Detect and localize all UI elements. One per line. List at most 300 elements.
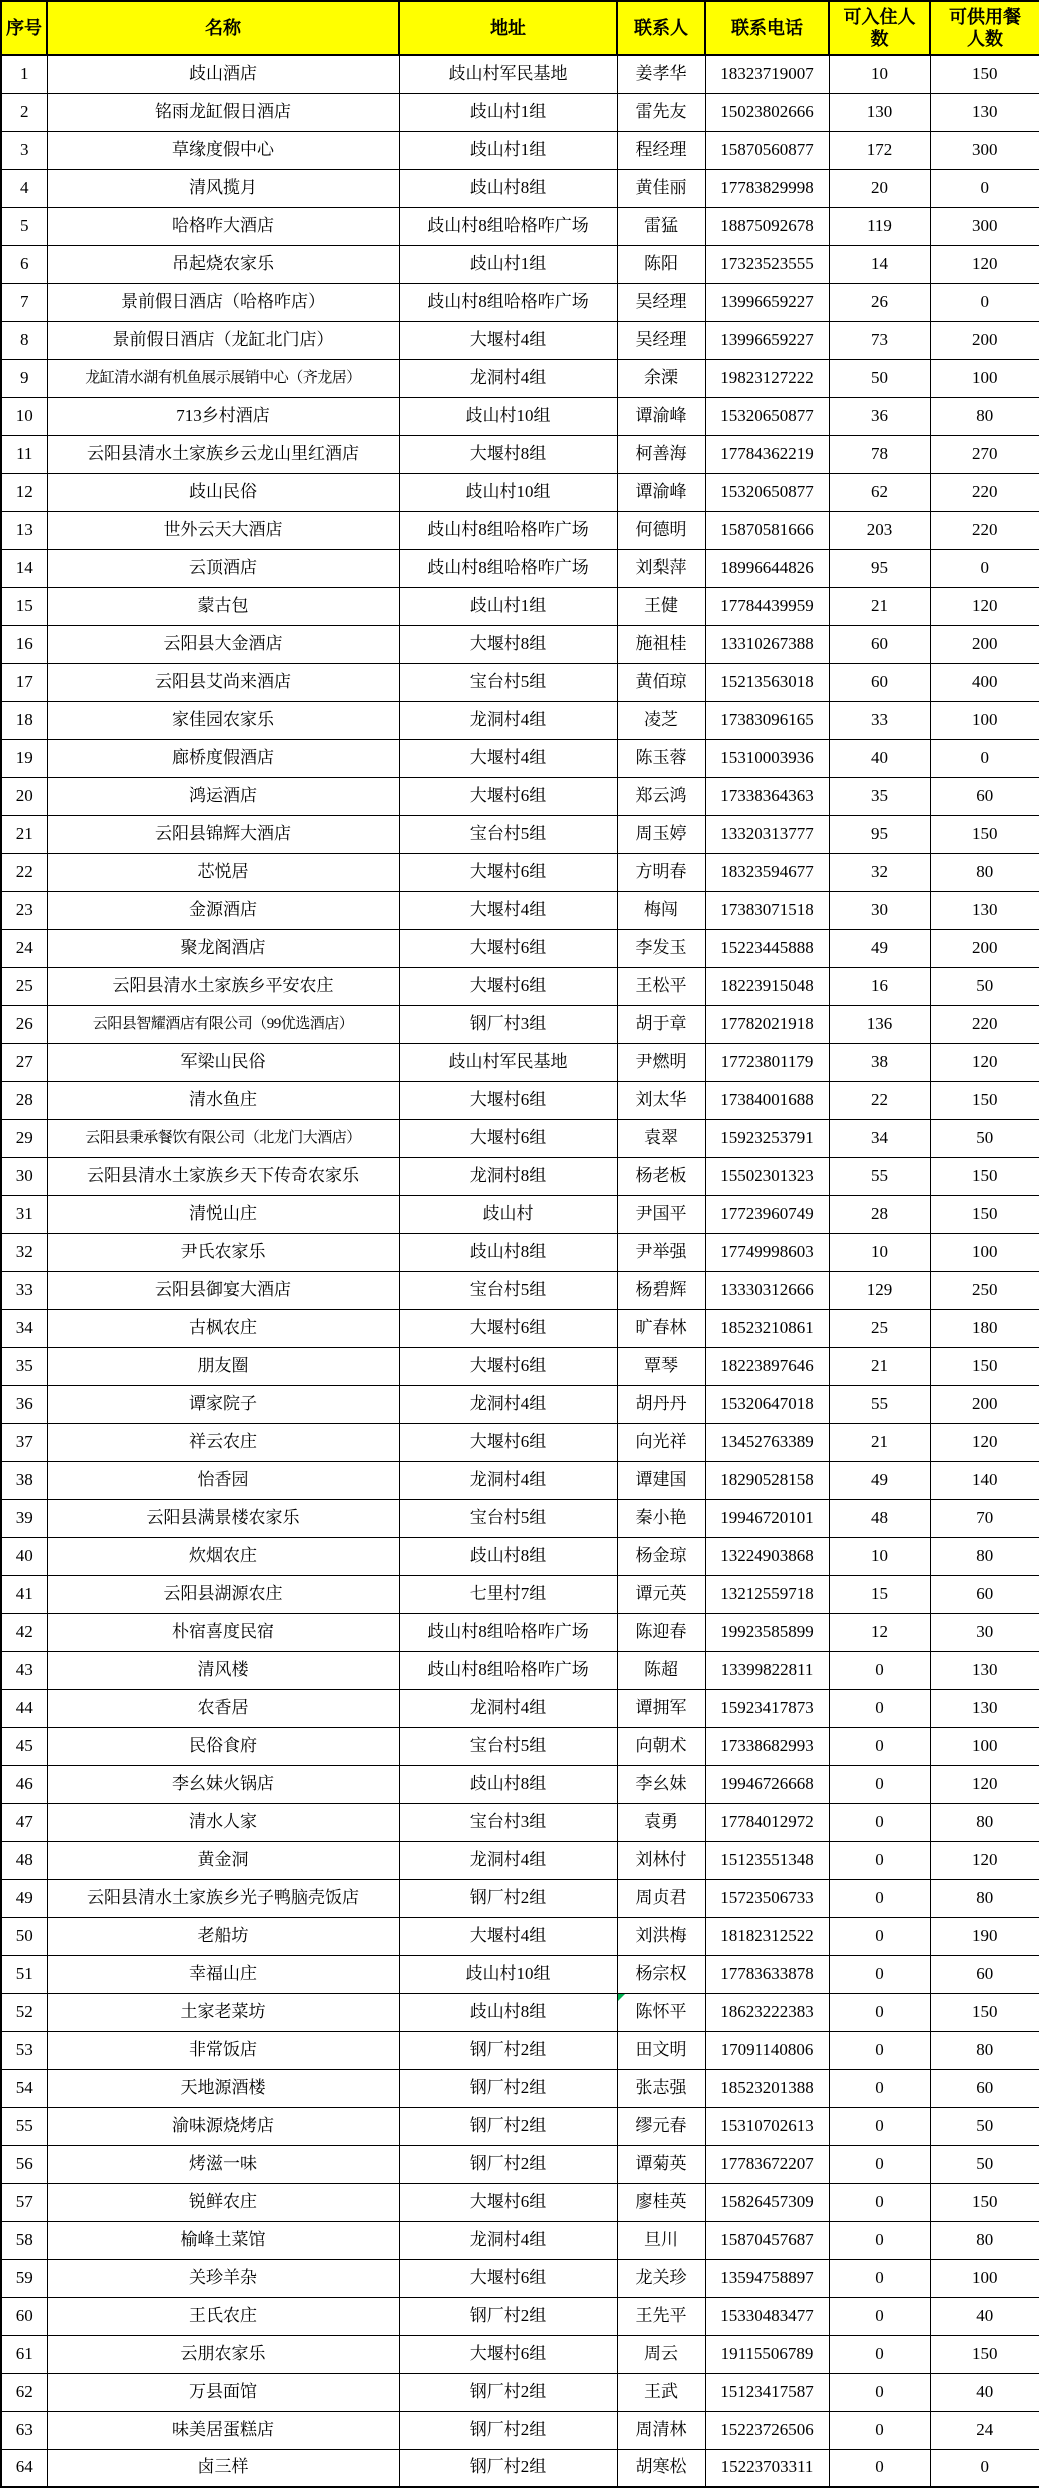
cell-name: 榆峰土菜馆: [47, 2221, 399, 2259]
cell-name: 老船坊: [47, 1917, 399, 1955]
cell-index: 29: [1, 1119, 47, 1157]
cell-address: 大堰村6组: [399, 1347, 617, 1385]
cell-address: 宝台村5组: [399, 1727, 617, 1765]
cell-dining-capacity: 300: [930, 207, 1039, 245]
cell-dining-capacity: 50: [930, 2107, 1039, 2145]
table-row: [1, 549, 1039, 587]
table-row: [1, 245, 1039, 283]
table-row: [1, 2373, 1039, 2411]
cell-dining-capacity: 120: [930, 1423, 1039, 1461]
cell-name: 朴宿喜度民宿: [47, 1613, 399, 1651]
cell-stay-capacity: 60: [829, 663, 930, 701]
cell-phone: 13224903868: [705, 1537, 829, 1575]
cell-stay-capacity: 0: [829, 1841, 930, 1879]
table-row: [1, 663, 1039, 701]
cell-phone: 17782021918: [705, 1005, 829, 1043]
table-row: [1, 2449, 1039, 2487]
cell-index: 51: [1, 1955, 47, 1993]
cell-contact: 姜孝华: [617, 55, 705, 93]
cell-phone: 15310003936: [705, 739, 829, 777]
cell-contact: 周清林: [617, 2411, 705, 2449]
cell-dining-capacity: 80: [930, 1537, 1039, 1575]
cell-contact: 王健: [617, 587, 705, 625]
cell-phone: 13996659227: [705, 321, 829, 359]
cell-dining-capacity: 0: [930, 283, 1039, 321]
cell-index: 16: [1, 625, 47, 663]
cell-index: 13: [1, 511, 47, 549]
cell-address: 歧山村8组哈格咋广场: [399, 283, 617, 321]
cell-address: 大堰村6组: [399, 929, 617, 967]
table-row: [1, 1765, 1039, 1803]
cell-address: 歧山村8组: [399, 1233, 617, 1271]
cell-address: 大堰村8组: [399, 435, 617, 473]
cell-contact: 刘林付: [617, 1841, 705, 1879]
cell-phone: 18623222383: [705, 1993, 829, 2031]
cell-stay-capacity: 21: [829, 1423, 930, 1461]
cell-phone: 15320647018: [705, 1385, 829, 1423]
cell-index: 24: [1, 929, 47, 967]
cell-phone: 19946726668: [705, 1765, 829, 1803]
cell-address: 歧山村8组哈格咋广场: [399, 1613, 617, 1651]
table-row: [1, 359, 1039, 397]
cell-name: 龙缸清水湖有机鱼展示展销中心（齐龙居）: [47, 359, 399, 397]
cell-phone: 18182312522: [705, 1917, 829, 1955]
cell-name: 天地源酒楼: [47, 2069, 399, 2107]
cell-dining-capacity: 80: [930, 1803, 1039, 1841]
cell-contact: 谭渝峰: [617, 473, 705, 511]
cell-dining-capacity: 220: [930, 1005, 1039, 1043]
cell-contact: 王武: [617, 2373, 705, 2411]
cell-dining-capacity: 200: [930, 929, 1039, 967]
cell-dining-capacity: 70: [930, 1499, 1039, 1537]
cell-name: 李幺妹火锅店: [47, 1765, 399, 1803]
cell-stay-capacity: 16: [829, 967, 930, 1005]
cell-address: 大堰村8组: [399, 625, 617, 663]
cell-phone: 15223703311: [705, 2449, 829, 2487]
cell-index: 7: [1, 283, 47, 321]
cell-contact: 李幺妹: [617, 1765, 705, 1803]
cell-name: 卤三样: [47, 2449, 399, 2487]
cell-index: 54: [1, 2069, 47, 2107]
cell-contact: 旷春林: [617, 1309, 705, 1347]
cell-phone: 17383071518: [705, 891, 829, 929]
table-row: [1, 283, 1039, 321]
cell-stay-capacity: 136: [829, 1005, 930, 1043]
cell-address: 歧山村8组哈格咋广场: [399, 549, 617, 587]
cell-index: 6: [1, 245, 47, 283]
cell-dining-capacity: 150: [930, 1993, 1039, 2031]
cell-name: 景前假日酒店（哈格咋店）: [47, 283, 399, 321]
cell-address: 钢厂村2组: [399, 2297, 617, 2335]
cell-address: 钢厂村2组: [399, 2031, 617, 2069]
cell-address: 钢厂村2组: [399, 2373, 617, 2411]
cell-stay-capacity: 0: [829, 2259, 930, 2297]
cell-address: 歧山村10组: [399, 397, 617, 435]
cell-contact: 秦小艳: [617, 1499, 705, 1537]
cell-name: 古枫农庄: [47, 1309, 399, 1347]
cell-index: 18: [1, 701, 47, 739]
cell-name: 关珍羊杂: [47, 2259, 399, 2297]
cell-contact: 覃琴: [617, 1347, 705, 1385]
cell-stay-capacity: 60: [829, 625, 930, 663]
cell-contact: 谭拥军: [617, 1689, 705, 1727]
cell-dining-capacity: 100: [930, 701, 1039, 739]
table-row: [1, 587, 1039, 625]
cell-address: 龙洞村4组: [399, 701, 617, 739]
cell-address: 大堰村6组: [399, 967, 617, 1005]
cell-index: 27: [1, 1043, 47, 1081]
cell-contact: 谭渝峰: [617, 397, 705, 435]
cell-dining-capacity: 200: [930, 1385, 1039, 1423]
cell-phone: 17783672207: [705, 2145, 829, 2183]
table-row: [1, 1195, 1039, 1233]
cell-phone: 13399822811: [705, 1651, 829, 1689]
cell-stay-capacity: 10: [829, 1233, 930, 1271]
cell-dining-capacity: 0: [930, 169, 1039, 207]
cell-stay-capacity: 0: [829, 2221, 930, 2259]
cell-address: 钢厂村2组: [399, 1879, 617, 1917]
cell-stay-capacity: 32: [829, 853, 930, 891]
cell-index: 44: [1, 1689, 47, 1727]
cell-contact: 黄佳丽: [617, 169, 705, 207]
cell-name: 芯悦居: [47, 853, 399, 891]
cell-name: 吊起烧农家乐: [47, 245, 399, 283]
cell-stay-capacity: 21: [829, 587, 930, 625]
cell-address: 歧山村8组: [399, 169, 617, 207]
cell-name: 农香居: [47, 1689, 399, 1727]
cell-phone: 18996644826: [705, 549, 829, 587]
cell-contact: 胡于章: [617, 1005, 705, 1043]
cell-address: 龙洞村4组: [399, 1841, 617, 1879]
cell-dining-capacity: 60: [930, 777, 1039, 815]
cell-stay-capacity: 0: [829, 1651, 930, 1689]
table-row: [1, 1803, 1039, 1841]
cell-phone: 18523210861: [705, 1309, 829, 1347]
header-row: [1, 1, 1039, 55]
cell-phone: 19946720101: [705, 1499, 829, 1537]
cell-stay-capacity: 33: [829, 701, 930, 739]
cell-index: 32: [1, 1233, 47, 1271]
cell-dining-capacity: 270: [930, 435, 1039, 473]
cell-index: 33: [1, 1271, 47, 1309]
cell-name: 歧山酒店: [47, 55, 399, 93]
cell-stay-capacity: 38: [829, 1043, 930, 1081]
cell-index: 26: [1, 1005, 47, 1043]
cell-stay-capacity: 95: [829, 549, 930, 587]
cell-name: 黄金洞: [47, 1841, 399, 1879]
cell-dining-capacity: 180: [930, 1309, 1039, 1347]
table-row: [1, 853, 1039, 891]
cell-index: 2: [1, 93, 47, 131]
cell-address: 龙洞村4组: [399, 2221, 617, 2259]
cell-dining-capacity: 150: [930, 55, 1039, 93]
cell-address: 大堰村6组: [399, 1309, 617, 1347]
cell-name: 尹氏农家乐: [47, 1233, 399, 1271]
cell-phone: 15213563018: [705, 663, 829, 701]
cell-dining-capacity: 30: [930, 1613, 1039, 1651]
cell-index: 3: [1, 131, 47, 169]
cell-phone: 19823127222: [705, 359, 829, 397]
table-row: [1, 1955, 1039, 1993]
cell-dining-capacity: 200: [930, 321, 1039, 359]
cell-dining-capacity: 190: [930, 1917, 1039, 1955]
cell-contact: 缪元春: [617, 2107, 705, 2145]
cell-name: 土家老菜坊: [47, 1993, 399, 2031]
cell-contact: 吴经理: [617, 283, 705, 321]
cell-index: 56: [1, 2145, 47, 2183]
table-row: [1, 1879, 1039, 1917]
cell-stay-capacity: 78: [829, 435, 930, 473]
cell-index: 53: [1, 2031, 47, 2069]
cell-contact: 郑云鸿: [617, 777, 705, 815]
cell-stay-capacity: 36: [829, 397, 930, 435]
table-row: [1, 55, 1039, 93]
cell-dining-capacity: 150: [930, 2335, 1039, 2373]
col-header-name: 名称: [47, 1, 399, 55]
table-row: [1, 2411, 1039, 2449]
cell-phone: 19923585899: [705, 1613, 829, 1651]
cell-address: 钢厂村2组: [399, 2145, 617, 2183]
table-row: [1, 1309, 1039, 1347]
cell-name: 歧山民俗: [47, 473, 399, 511]
cell-stay-capacity: 15: [829, 1575, 930, 1613]
table-row: [1, 701, 1039, 739]
cell-index: 43: [1, 1651, 47, 1689]
table-row: [1, 2031, 1039, 2069]
cell-index: 61: [1, 2335, 47, 2373]
cell-stay-capacity: 55: [829, 1157, 930, 1195]
cell-stay-capacity: 203: [829, 511, 930, 549]
cell-index: 59: [1, 2259, 47, 2297]
cell-contact: 张志强: [617, 2069, 705, 2107]
cell-contact: 凌芝: [617, 701, 705, 739]
cell-name: 味美居蛋糕店: [47, 2411, 399, 2449]
col-header-index: 序号: [1, 1, 47, 55]
cell-phone: 17783829998: [705, 169, 829, 207]
cell-phone: 15123551348: [705, 1841, 829, 1879]
cell-name: 云阳县清水土家族乡光子鸭脑壳饭店: [47, 1879, 399, 1917]
cell-stay-capacity: 30: [829, 891, 930, 929]
cell-contact: 胡寒松: [617, 2449, 705, 2487]
cell-address: 大堰村6组: [399, 2335, 617, 2373]
col-header-phone: 联系电话: [705, 1, 829, 55]
cell-stay-capacity: 28: [829, 1195, 930, 1233]
cell-dining-capacity: 24: [930, 2411, 1039, 2449]
cell-stay-capacity: 25: [829, 1309, 930, 1347]
cell-phone: 17338682993: [705, 1727, 829, 1765]
cell-contact: 尹燃明: [617, 1043, 705, 1081]
cell-address: 大堰村4组: [399, 891, 617, 929]
table-row: [1, 321, 1039, 359]
cell-stay-capacity: 40: [829, 739, 930, 777]
cell-index: 49: [1, 1879, 47, 1917]
cell-address: 宝台村5组: [399, 1499, 617, 1537]
cell-stay-capacity: 0: [829, 1727, 930, 1765]
cell-contact: 雷先友: [617, 93, 705, 131]
cell-address: 歧山村8组哈格咋广场: [399, 207, 617, 245]
table-row: [1, 1233, 1039, 1271]
table-row: [1, 1081, 1039, 1119]
cell-phone: 15320650877: [705, 473, 829, 511]
cell-dining-capacity: 150: [930, 1347, 1039, 1385]
cell-address: 宝台村5组: [399, 1271, 617, 1309]
cell-name: 清悦山庄: [47, 1195, 399, 1233]
cell-phone: 15502301323: [705, 1157, 829, 1195]
cell-contact: 向光祥: [617, 1423, 705, 1461]
cell-index: 14: [1, 549, 47, 587]
cell-phone: 15310702613: [705, 2107, 829, 2145]
cell-address: 歧山村军民基地: [399, 1043, 617, 1081]
cell-name: 王氏农庄: [47, 2297, 399, 2335]
cell-phone: 18223915048: [705, 967, 829, 1005]
cell-dining-capacity: 80: [930, 397, 1039, 435]
table-row: [1, 131, 1039, 169]
cell-index: 20: [1, 777, 47, 815]
cell-dining-capacity: 150: [930, 2183, 1039, 2221]
cell-address: 大堰村4组: [399, 1917, 617, 1955]
cell-phone: 17091140806: [705, 2031, 829, 2069]
cell-index: 17: [1, 663, 47, 701]
cell-stay-capacity: 20: [829, 169, 930, 207]
cell-phone: 17383096165: [705, 701, 829, 739]
cell-dining-capacity: 150: [930, 1157, 1039, 1195]
cell-name: 云阳县智耀酒店有限公司（99优选酒店）: [47, 1005, 399, 1043]
cell-address: 宝台村5组: [399, 663, 617, 701]
cell-phone: 13320313777: [705, 815, 829, 853]
cell-dining-capacity: 300: [930, 131, 1039, 169]
cell-phone: 13212559718: [705, 1575, 829, 1613]
cell-phone: 17784012972: [705, 1803, 829, 1841]
cell-contact: 袁勇: [617, 1803, 705, 1841]
cell-stay-capacity: 0: [829, 1689, 930, 1727]
table-row: [1, 1347, 1039, 1385]
table-row: [1, 2107, 1039, 2145]
cell-stay-capacity: 49: [829, 1461, 930, 1499]
table-row: [1, 2297, 1039, 2335]
cell-contact: 余溧: [617, 359, 705, 397]
table-row: [1, 1689, 1039, 1727]
cell-name: 幸福山庄: [47, 1955, 399, 1993]
cell-contact: 梅闯: [617, 891, 705, 929]
cell-index: 8: [1, 321, 47, 359]
cell-stay-capacity: 21: [829, 1347, 930, 1385]
cell-stay-capacity: 172: [829, 131, 930, 169]
cell-index: 62: [1, 2373, 47, 2411]
cell-contact: 向朝术: [617, 1727, 705, 1765]
cell-phone: 18875092678: [705, 207, 829, 245]
cell-stay-capacity: 49: [829, 929, 930, 967]
cell-index: 38: [1, 1461, 47, 1499]
cell-phone: 17338364363: [705, 777, 829, 815]
cell-name: 景前假日酒店（龙缸北门店）: [47, 321, 399, 359]
cell-address: 龙洞村4组: [399, 1385, 617, 1423]
cell-dining-capacity: 50: [930, 2145, 1039, 2183]
cell-name: 云顶酒店: [47, 549, 399, 587]
cell-phone: 17323523555: [705, 245, 829, 283]
cell-phone: 15870560877: [705, 131, 829, 169]
cell-address: 歧山村8组: [399, 1765, 617, 1803]
col-header-contact: 联系人: [617, 1, 705, 55]
cell-address: 歧山村1组: [399, 587, 617, 625]
cell-contact: 刘太华: [617, 1081, 705, 1119]
cell-name: 铭雨龙缸假日酒店: [47, 93, 399, 131]
cell-index: 57: [1, 2183, 47, 2221]
cell-dining-capacity: 40: [930, 2373, 1039, 2411]
cell-dining-capacity: 100: [930, 1233, 1039, 1271]
cell-address: 七里村7组: [399, 1575, 617, 1613]
table-row: [1, 1575, 1039, 1613]
cell-dining-capacity: 150: [930, 815, 1039, 853]
cell-phone: 17384001688: [705, 1081, 829, 1119]
cell-contact: 陈迎春: [617, 1613, 705, 1651]
cell-stay-capacity: 0: [829, 2449, 930, 2487]
cell-dining-capacity: 150: [930, 1195, 1039, 1233]
cell-address: 歧山村8组: [399, 1537, 617, 1575]
cell-contact: 方明春: [617, 853, 705, 891]
cell-index: 28: [1, 1081, 47, 1119]
cell-name: 云阳县清水土家族乡平安农庄: [47, 967, 399, 1005]
table-row: [1, 1499, 1039, 1537]
cell-address: 钢厂村2组: [399, 2107, 617, 2145]
cell-dining-capacity: 80: [930, 853, 1039, 891]
cell-dining-capacity: 50: [930, 1119, 1039, 1157]
table-row: [1, 1993, 1039, 2031]
cell-stay-capacity: 26: [829, 283, 930, 321]
cell-address: 大堰村6组: [399, 2259, 617, 2297]
cell-address: 大堰村6组: [399, 2183, 617, 2221]
cell-name: 清水鱼庄: [47, 1081, 399, 1119]
cell-dining-capacity: 130: [930, 1651, 1039, 1689]
cell-stay-capacity: 0: [829, 2145, 930, 2183]
cell-stay-capacity: 95: [829, 815, 930, 853]
cell-stay-capacity: 0: [829, 2107, 930, 2145]
cell-dining-capacity: 0: [930, 739, 1039, 777]
cell-address: 钢厂村2组: [399, 2449, 617, 2487]
cell-address: 大堰村6组: [399, 853, 617, 891]
cell-dining-capacity: 250: [930, 1271, 1039, 1309]
cell-index: 9: [1, 359, 47, 397]
table-row: [1, 2183, 1039, 2221]
cell-phone: 18323594677: [705, 853, 829, 891]
cell-dining-capacity: 40: [930, 2297, 1039, 2335]
table-row: [1, 169, 1039, 207]
cell-contact: 黄佰琼: [617, 663, 705, 701]
cell-address: 龙洞村4组: [399, 359, 617, 397]
cell-phone: 13330312666: [705, 1271, 829, 1309]
cell-contact: 田文明: [617, 2031, 705, 2069]
cell-name: 朋友圈: [47, 1347, 399, 1385]
cell-address: 钢厂村2组: [399, 2411, 617, 2449]
cell-address: 钢厂村2组: [399, 2069, 617, 2107]
cell-stay-capacity: 62: [829, 473, 930, 511]
cell-dining-capacity: 130: [930, 93, 1039, 131]
cell-contact: 谭菊英: [617, 2145, 705, 2183]
cell-stay-capacity: 0: [829, 1803, 930, 1841]
cell-name: 炊烟农庄: [47, 1537, 399, 1575]
cell-address: 歧山村10组: [399, 473, 617, 511]
cell-address: 歧山村10组: [399, 1955, 617, 1993]
cell-index: 30: [1, 1157, 47, 1195]
cell-contact: 谭元英: [617, 1575, 705, 1613]
cell-name: 蒙古包: [47, 587, 399, 625]
cell-contact: 周玉婷: [617, 815, 705, 853]
cell-stay-capacity: 0: [829, 2335, 930, 2373]
cell-stay-capacity: 0: [829, 1879, 930, 1917]
cell-phone: 18323719007: [705, 55, 829, 93]
cell-dining-capacity: 220: [930, 511, 1039, 549]
cell-stay-capacity: 34: [829, 1119, 930, 1157]
cell-contact: 刘梨萍: [617, 549, 705, 587]
